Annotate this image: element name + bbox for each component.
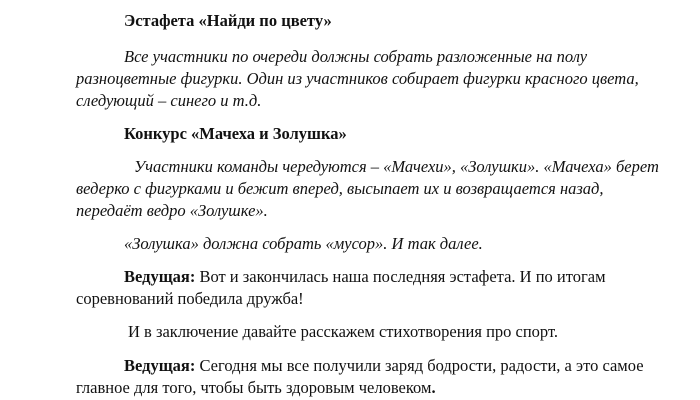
paragraph-host-remark-1 (76, 266, 666, 310)
paragraph-host-remark-2 (76, 355, 666, 399)
host-remark-text: Сегодня мы все получили заряд бодрости, радости, а это самое главное для того, чтобы быть здоровым человеком (76, 356, 644, 397)
heading-relay-find-by-color: Эстафета «Найди по цвету» (124, 11, 332, 30)
host-label: Ведущая: (124, 356, 196, 375)
paragraph-relay-description: Все участники по очереди должны собрать разложенные на полу разноцветные фигурки. Один из участников собирает фигурки красного цвета, следующий – синего и т.д. (76, 47, 639, 110)
host-label: Ведущая: (124, 267, 196, 286)
paragraph-cinderella-task: «Золушка» должна собрать «мусор». И так далее. (124, 234, 483, 253)
paragraph-contest-description: Участники команды чередуются – «Мачехи», «Золушки». «Мачеха» берет ведерко с фигурками и бежит вперед, высыпает их и возвращается назад, передаёт ведро «Золушке». (76, 157, 659, 220)
paragraph-poems-intro: И в заключение давайте расскажем стихотворения про спорт. (128, 322, 559, 341)
heading-contest-stepmother-cinderella: Конкурс «Мачеха и Золушка» (124, 124, 347, 143)
host-remark-text: Вот и закончилась наша последняя эстафета. И по итогам соревнований победила дружба! (76, 267, 606, 308)
final-period: . (431, 378, 436, 397)
